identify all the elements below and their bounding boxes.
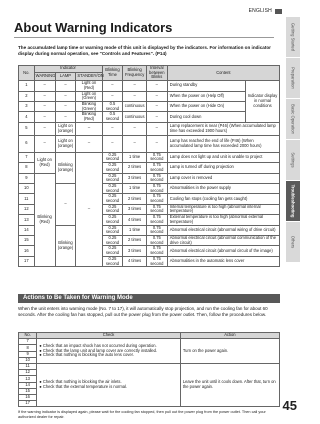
language-marker bbox=[275, 9, 282, 14]
table-cell-time: – bbox=[102, 81, 123, 91]
table-cell-interval: – bbox=[146, 122, 167, 135]
table-cell-frequency: 2 times bbox=[123, 235, 146, 245]
table-cell-no: 11 bbox=[19, 194, 35, 204]
actions-intro: When the unit enters into warning mode (No. 7 to 17), it will automatically stop projection, and run the cooling fan for about 60 seconds. After the cooling fan has stopped, pull out the power plug from the power outlet. Then, follow the procedures below. bbox=[18, 306, 268, 318]
warning-blinking-red: Blinking (Red) bbox=[34, 173, 55, 267]
table-cell-no: 13 bbox=[19, 215, 35, 225]
table-cell-interval: 0.75 second bbox=[146, 256, 167, 266]
table-cell-content: Lamp cover is removed bbox=[167, 173, 279, 183]
table-cell-time: 0.25 second bbox=[102, 152, 123, 162]
warning-light-on-red: Light on (Red) bbox=[34, 152, 55, 173]
table-cell-time: 0.25 second bbox=[102, 256, 123, 266]
table-cell-frequency: continuous bbox=[123, 101, 146, 111]
action-group-2: Leave the unit until it cools down. After that, turn on the power again. bbox=[180, 363, 279, 406]
table-cell-time: – bbox=[102, 91, 123, 101]
table-cell-warning: – bbox=[34, 91, 55, 101]
table-cell-frequency: 3 times bbox=[123, 173, 146, 183]
header-no: No. bbox=[19, 333, 37, 339]
table-cell-frequency: – bbox=[123, 91, 146, 101]
table-cell-content: During cool down bbox=[167, 112, 245, 122]
table-cell-time: – bbox=[102, 122, 123, 135]
table-cell-no: 10 bbox=[19, 357, 37, 363]
header-content: Content bbox=[167, 66, 279, 81]
header-indicator: Indicator bbox=[34, 66, 102, 73]
table-cell-warning: – bbox=[34, 112, 55, 122]
table-cell-content: Internal temperature is too high (abnormal internal temperature) bbox=[167, 204, 279, 214]
table-cell-standby: Light on (Red) bbox=[76, 81, 102, 91]
table-cell-warning: – bbox=[34, 122, 55, 135]
header-blinking-time: Blinking Time bbox=[102, 66, 123, 81]
table-cell-lamp: – bbox=[55, 81, 76, 91]
lamp-blinking-orange: Blinking (orange) bbox=[55, 152, 76, 183]
table-cell-warning: – bbox=[34, 81, 55, 91]
check-item: ● Check that the lamp unit and lamp cover are correctly installed. bbox=[39, 347, 158, 353]
table-cell-no: 8 bbox=[19, 163, 35, 173]
table-cell-frequency: 4 times bbox=[123, 215, 146, 225]
table-cell-content: Abnormal electrical circuit (abnormal wiring of drive circuit) bbox=[167, 225, 279, 235]
lamp-not-lit: – bbox=[55, 183, 76, 225]
table-cell-no: 14 bbox=[19, 225, 35, 235]
table-cell-no: 5 bbox=[19, 122, 35, 135]
table-cell-time: – bbox=[102, 135, 123, 152]
page-number: 45 bbox=[282, 398, 297, 413]
side-tab-settings[interactable]: Settings bbox=[286, 140, 300, 180]
table-cell-standby: Blinking (Red) bbox=[76, 112, 102, 122]
actions-table bbox=[18, 332, 280, 407]
table-cell-interval: 0.75 second bbox=[146, 163, 167, 173]
table-cell-content: Abnormalities in the automatic lens cover bbox=[167, 256, 279, 266]
header-standby: STANDBY/ON bbox=[76, 72, 102, 81]
table-cell-time: 0.25 second bbox=[102, 246, 123, 256]
table-cell-interval: 0.75 second bbox=[146, 225, 167, 235]
table-cell-frequency: – bbox=[123, 135, 146, 152]
check-group-1 bbox=[37, 339, 181, 364]
side-tab-troubleshooting[interactable]: Troubleshooting bbox=[286, 181, 300, 221]
table-cell-time: 0.25 second bbox=[102, 215, 123, 225]
table-cell-content: Lamp replacement is near (P46) (When accumulated lamp time has exceeded 1900 hours) bbox=[167, 122, 279, 135]
table-cell-interval: 0.75 second bbox=[146, 183, 167, 193]
header-lamp: LAMP bbox=[55, 72, 76, 81]
table-cell-lamp: Light on (orange) bbox=[55, 122, 76, 135]
side-tab-others[interactable]: Others bbox=[286, 222, 300, 262]
page-title: About Warning Indicators bbox=[14, 20, 274, 38]
table-cell-content: When the power on (Help Off) bbox=[167, 91, 245, 101]
table-cell-frequency: – bbox=[123, 81, 146, 91]
table-cell-content: Abnormalities in the power supply bbox=[167, 183, 279, 193]
table-cell-time: 0.25 second bbox=[102, 183, 123, 193]
table-cell-no: 15 bbox=[19, 235, 35, 245]
table-cell-no: 17 bbox=[19, 401, 37, 407]
table-cell-interval: 0.75 second bbox=[146, 194, 167, 204]
check-item: ● Check that nothing is blocking the air inlets. bbox=[39, 379, 122, 385]
table-cell-interval: 0.75 second bbox=[146, 246, 167, 256]
table-cell-time: 0.25 second bbox=[102, 204, 123, 214]
table-cell-content: During standby bbox=[167, 81, 245, 91]
table-cell-frequency: 1 time bbox=[123, 183, 146, 193]
table-cell-interval: 0.75 second bbox=[146, 235, 167, 245]
table-cell-time: 0.25 second bbox=[102, 194, 123, 204]
table-cell-lamp: – bbox=[55, 101, 76, 111]
table-cell-standby: Blinking (Green) bbox=[76, 101, 102, 111]
lamp-blinking-orange: Blinking (orange) bbox=[55, 225, 76, 267]
header-blinking-frequency: Blinking Frequency bbox=[123, 66, 146, 81]
table-cell-content: Lamp is turned off during projection bbox=[167, 163, 279, 173]
table-cell-no: 16 bbox=[19, 394, 37, 400]
header-check: Check bbox=[37, 333, 181, 339]
side-navigation bbox=[286, 17, 300, 263]
table-cell-frequency: 4 times bbox=[123, 256, 146, 266]
footnote: If the warning indicator is displayed again, please wait for the cooling fan stopped, then pull out the power plug from the power outlet. Then call your authorized dealer for repair. bbox=[18, 410, 266, 419]
table-cell-no: 9 bbox=[19, 351, 37, 357]
table-cell-interval: – bbox=[146, 81, 167, 91]
table-cell-no: 2 bbox=[19, 91, 35, 101]
table-cell-no: 17 bbox=[19, 256, 35, 266]
table-cell-no: 7 bbox=[19, 339, 37, 345]
normal-conditions-note: Indicator display in normal conditions bbox=[246, 81, 280, 123]
table-cell-no: 3 bbox=[19, 101, 35, 111]
table-cell-interval: – bbox=[146, 101, 167, 111]
table-cell-interval: – bbox=[146, 112, 167, 122]
side-tab-preparation[interactable]: Preparation bbox=[286, 58, 300, 98]
table-cell-no: 11 bbox=[19, 363, 37, 369]
table-cell-standby: Light on (Green) bbox=[76, 91, 102, 101]
side-tab-getting-started[interactable]: Getting Started bbox=[286, 17, 300, 57]
language-label: ENGLISH bbox=[249, 8, 282, 14]
table-cell-no: 1 bbox=[19, 81, 35, 91]
table-cell-lamp: – bbox=[55, 112, 76, 122]
table-cell-no: 13 bbox=[19, 376, 37, 382]
indicator-table bbox=[18, 65, 280, 267]
table-cell-warning: – bbox=[34, 135, 55, 152]
table-cell-frequency: 1 time bbox=[123, 152, 146, 162]
table-cell-interval: 0.75 second bbox=[146, 173, 167, 183]
table-cell-interval: – bbox=[146, 91, 167, 101]
standby-not-lit: – bbox=[76, 152, 102, 266]
table-cell-frequency: 3 times bbox=[123, 204, 146, 214]
table-cell-frequency: 3 times bbox=[123, 246, 146, 256]
table-cell-no: 7 bbox=[19, 152, 35, 162]
table-cell-standby: – bbox=[76, 135, 102, 152]
header-no: No. bbox=[19, 66, 35, 81]
table-cell-content: Lamp has reached the end of life (P46) (When accumulated lamp time has exceeded 2000 hours) bbox=[167, 135, 279, 152]
table-cell-interval: – bbox=[146, 135, 167, 152]
table-cell-time: 0.25 second bbox=[102, 235, 123, 245]
table-cell-frequency: – bbox=[123, 122, 146, 135]
table-cell-content: External temperature is too high (abnormal external temperature) bbox=[167, 215, 279, 225]
table-cell-no: 14 bbox=[19, 382, 37, 388]
check-item: ● Check that an impact shock has not occurred during operation. bbox=[39, 343, 157, 348]
intro-text: The accumulated lamp time or warning mode of this unit is displayed by the indicators. For information on indicator display during normal operation, see "Controls and Features". (P14) bbox=[18, 45, 271, 57]
table-cell-time: 0.5 second bbox=[102, 101, 123, 111]
table-cell-no: 8 bbox=[19, 345, 37, 351]
table-cell-time: 0.5 second bbox=[102, 112, 123, 122]
check-item: ● Check that the external temperature is normal. bbox=[39, 384, 128, 390]
header-interval: Interval between Blinks bbox=[146, 66, 167, 81]
table-cell-interval: 0.75 second bbox=[146, 204, 167, 214]
table-cell-no: 4 bbox=[19, 112, 35, 122]
table-cell-interval: 0.75 second bbox=[146, 152, 167, 162]
header-warning: WARNING bbox=[34, 72, 55, 81]
side-tab-basic-operation[interactable]: Basic Operation bbox=[286, 99, 300, 139]
table-cell-no: 10 bbox=[19, 183, 35, 193]
table-cell-frequency: 1 time bbox=[123, 225, 146, 235]
table-cell-lamp: Light on (orange) bbox=[55, 135, 76, 152]
table-cell-time: 0.25 second bbox=[102, 173, 123, 183]
table-cell-frequency: 2 times bbox=[123, 163, 146, 173]
table-cell-no: 15 bbox=[19, 388, 37, 394]
table-cell-no: 12 bbox=[19, 204, 35, 214]
check-item: ● Check that nothing is blocking the auto lens cover. bbox=[39, 352, 134, 358]
table-cell-lamp: – bbox=[55, 91, 76, 101]
header-action: Action bbox=[180, 333, 279, 339]
table-cell-content: Abnormal electrical circuit (abnormal circuit of the image) bbox=[167, 246, 279, 256]
check-group-2 bbox=[37, 363, 181, 406]
table-cell-frequency: 2 times bbox=[123, 194, 146, 204]
table-cell-content: Cooling fan stops (cooling fan gets caught) bbox=[167, 194, 279, 204]
table-cell-no: 16 bbox=[19, 246, 35, 256]
table-cell-content: When the power on (Hide On) bbox=[167, 101, 245, 111]
table-cell-time: 0.25 second bbox=[102, 225, 123, 235]
table-cell-standby: – bbox=[76, 122, 102, 135]
table-cell-content: Abnormal electrical circuit (abnormal communication of the drive circuit) bbox=[167, 235, 279, 245]
section-banner: Actions to Be Taken for Warning Mode bbox=[18, 294, 280, 303]
table-cell-no: 12 bbox=[19, 370, 37, 376]
table-cell-content: Lamp does not light up and unit is unable to project bbox=[167, 152, 279, 162]
table-cell-no: 6 bbox=[19, 135, 35, 152]
table-cell-time: 0.25 second bbox=[102, 163, 123, 173]
table-cell-warning: – bbox=[34, 101, 55, 111]
action-group-1: Turn on the power again. bbox=[180, 339, 279, 364]
table-cell-frequency: continuous bbox=[123, 112, 146, 122]
table-cell-no: 9 bbox=[19, 173, 35, 183]
table-cell-interval: 0.75 second bbox=[146, 215, 167, 225]
